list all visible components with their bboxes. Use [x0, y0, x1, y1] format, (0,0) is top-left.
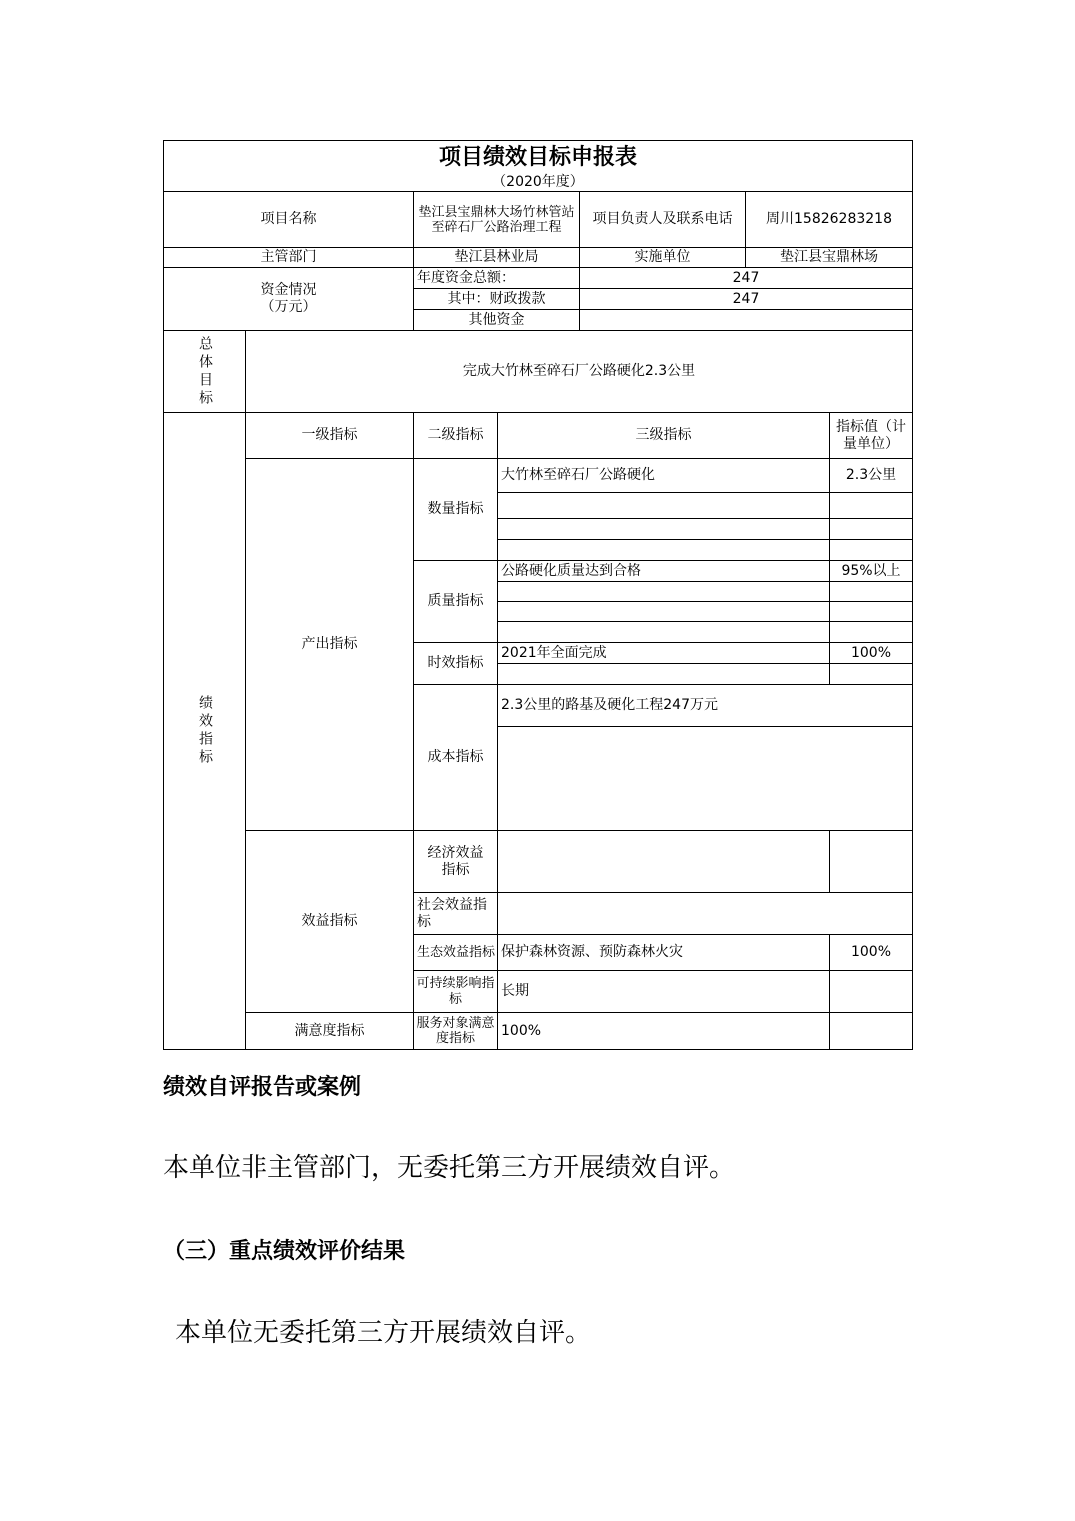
table-title: 项目绩效目标申报表 [438, 145, 637, 170]
service-item: 100% [498, 1013, 830, 1049]
funds-label: 资金情况 （万元） [164, 268, 414, 331]
eco-label: 生态效益指标 [414, 935, 498, 971]
col-l3: 三级指标 [498, 413, 830, 459]
quality-empty-1v [830, 582, 912, 602]
col-l1: 一级指标 [246, 413, 414, 459]
project-name-label: 项目名称 [164, 192, 414, 248]
social-item [498, 893, 912, 935]
quality-empty-2 [498, 602, 830, 622]
paragraph-self-evaluation: 本单位非主管部门，无委托第三方开展绩效自评。 [163, 1153, 736, 1183]
paragraph-key-results: 本单位无委托第三方开展绩效自评。 [175, 1318, 592, 1348]
fund-total-value: 247 [580, 268, 912, 289]
heading-self-evaluation: 绩效自评报告或案例 [163, 1074, 362, 1100]
dept-value: 垫江县林业局 [414, 248, 580, 268]
quantity-empty-2 [498, 519, 830, 540]
quantity-empty-3v [830, 540, 912, 561]
time-empty-v [830, 664, 912, 685]
overall-goal: 完成大竹林至碎石厂公路硬化2.3公里 [246, 331, 912, 413]
quality-value: 95%以上 [830, 561, 912, 582]
quality-empty-3 [498, 622, 830, 643]
contact-label: 项目负责人及联系电话 [580, 192, 746, 248]
quality-empty-2v [830, 602, 912, 622]
quantity-empty-2v [830, 519, 912, 540]
fund-other-label: 其他资金 [414, 310, 580, 331]
table-subtitle: （2020年度） [492, 174, 584, 190]
overall-goal-label-text: 总体目标 [197, 335, 213, 408]
title-row [164, 141, 912, 192]
heading-key-results: （三）重点绩效评价结果 [163, 1238, 406, 1264]
quantity-empty-1v [830, 493, 912, 519]
eco-value: 100% [830, 935, 912, 971]
contact-value: 周川15826283218 [746, 192, 912, 248]
quantity-empty-1 [498, 493, 830, 519]
quantity-value: 2.3公里 [830, 459, 912, 493]
perf-label-text: 绩效指标 [197, 695, 213, 767]
cost-empty [498, 727, 912, 831]
sustain-item: 长期 [498, 971, 830, 1013]
perf-label [164, 413, 246, 1049]
project-name: 垫江县宝鼎林大场竹林管站至碎石厂公路治理工程 [414, 192, 580, 248]
fund-fiscal-label: 其中：财政拨款 [414, 289, 580, 310]
econ-value [830, 831, 912, 893]
quality-item: 公路硬化质量达到合格 [498, 561, 830, 582]
performance-target-table [163, 140, 913, 1050]
dept-label: 主管部门 [164, 248, 414, 268]
benefit-label: 效益指标 [246, 831, 414, 1013]
service-label: 服务对象满意度指标 [414, 1013, 498, 1049]
satisfaction-label: 满意度指标 [246, 1013, 414, 1049]
fund-fiscal-value: 247 [580, 289, 912, 310]
quantity-label: 数量指标 [414, 459, 498, 561]
service-value [830, 1013, 912, 1049]
eco-item: 保护森林资源、预防森林火灾 [498, 935, 830, 971]
quality-empty-1 [498, 582, 830, 602]
col-value: 指标值（计量单位） [830, 413, 912, 459]
cost-item: 2.3公里的路基及硬化工程247万元 [498, 685, 912, 727]
output-label: 产出指标 [246, 459, 414, 831]
impl-label: 实施单位 [580, 248, 746, 268]
fund-other-value [580, 310, 912, 331]
col-l2: 二级指标 [414, 413, 498, 459]
time-value: 100% [830, 643, 912, 664]
impl-value: 垫江县宝鼎林场 [746, 248, 912, 268]
sustain-label: 可持续影响指标 [414, 971, 498, 1013]
overall-goal-label [164, 331, 246, 413]
econ-item [498, 831, 830, 893]
time-empty [498, 664, 830, 685]
quality-label: 质量指标 [414, 561, 498, 643]
time-label: 时效指标 [414, 643, 498, 685]
social-label: 社会效益指标 [414, 893, 498, 935]
cost-label: 成本指标 [414, 685, 498, 831]
econ-label: 经济效益指标 [414, 831, 498, 893]
quantity-empty-3 [498, 540, 830, 561]
time-item: 2021年全面完成 [498, 643, 830, 664]
quality-empty-3v [830, 622, 912, 643]
sustain-value [830, 971, 912, 1013]
fund-total-label: 年度资金总额： [414, 268, 580, 289]
quantity-item: 大竹林至碎石厂公路硬化 [498, 459, 830, 493]
